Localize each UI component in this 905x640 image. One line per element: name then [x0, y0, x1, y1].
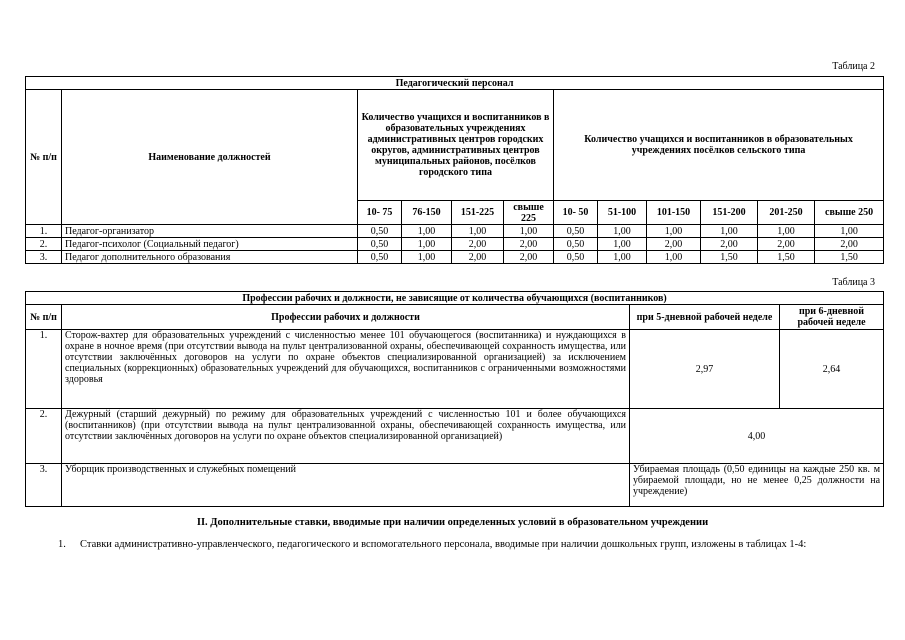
table3-caption: Таблица 3: [832, 277, 875, 288]
cell-value: 4,00: [630, 409, 884, 464]
cell-value: 0,50: [554, 251, 598, 264]
cell-value: 1,00: [598, 225, 647, 238]
row-name: Уборщик производственных и служебных помещений: [62, 464, 630, 507]
cell-value: 1,00: [647, 225, 701, 238]
cell-value: 1,00: [758, 225, 815, 238]
cell-value: 1,00: [504, 225, 554, 238]
table-row: [26, 251, 884, 264]
table-row: [26, 330, 884, 409]
table2-group1-header: Количество учащихся и воспитанников в образовательных учреждениях административных центров городских округов, административных центров муниципальных районов, посёлков городского типа: [358, 90, 554, 201]
table2-sub-header: свыше 250: [815, 201, 884, 225]
cell-value: 1,00: [647, 251, 701, 264]
cell-value: 0,50: [554, 238, 598, 251]
table3-title: Профессии рабочих и должности, не зависящие от количества обучающихся (воспитанников): [26, 292, 884, 305]
table2-col-num: № п/п: [26, 90, 62, 225]
cell-value: 0,50: [358, 238, 402, 251]
cell-value: 1,00: [598, 251, 647, 264]
cell-value: 1,00: [815, 225, 884, 238]
table3-col-num: № п/п: [26, 305, 62, 330]
cell-value: 2,00: [758, 238, 815, 251]
cell-value: Убираемая площадь (0,50 единицы на каждые 250 кв. м убираемой площади, но не менее 0,25 должности на учреждение): [630, 464, 884, 507]
cell-value: 2,00: [452, 238, 504, 251]
paragraph-text: Ставки административно-управленческого, педагогического и вспомогательного персонала, вводимые при наличии дошкольных групп, изложены в таблицах 1-4:: [80, 539, 807, 550]
row-num: 3.: [26, 251, 62, 264]
table2-sub-header: 101-150: [647, 201, 701, 225]
section-title: II. Дополнительные ставки, вводимые при наличии определенных условий в образовательном учреждении: [196, 517, 709, 528]
row-name: Педагог дополнительного образования: [62, 251, 358, 264]
cell-value: 1,50: [758, 251, 815, 264]
table2-sub-header: 201-250: [758, 201, 815, 225]
table2-caption: Таблица 2: [832, 61, 875, 72]
table3-col-5day: при 5-дневной рабочей неделе: [630, 305, 780, 330]
table2-sub-header: 151-200: [701, 201, 758, 225]
table-row: [26, 225, 884, 238]
cell-value: 0,50: [358, 251, 402, 264]
table2-sub-header: 10- 50: [554, 201, 598, 225]
cell-value: 2,00: [647, 238, 701, 251]
cell-value: 1,50: [701, 251, 758, 264]
cell-value: 1,00: [452, 225, 504, 238]
table-row: [26, 464, 884, 507]
table2-sub-header: свыше 225: [504, 201, 554, 225]
table2-title: Педагогический персонал: [26, 77, 884, 90]
cell-value: 1,00: [402, 238, 452, 251]
cell-value: 2,97: [630, 330, 780, 409]
cell-value: 1,50: [815, 251, 884, 264]
table2-group2-header: Количество учащихся и воспитанников в образовательных учреждениях посёлков сельского типа: [554, 90, 884, 201]
table3: [25, 291, 884, 507]
table3-col-name: Профессии рабочих и должности: [62, 305, 630, 330]
row-num: 1.: [26, 225, 62, 238]
table2-sub-header: 151-225: [452, 201, 504, 225]
cell-value: 2,00: [452, 251, 504, 264]
table-row: [26, 409, 884, 464]
table2-col-name: Наименование должностей: [62, 90, 358, 225]
cell-value: 1,00: [598, 238, 647, 251]
table-row: [26, 238, 884, 251]
cell-value: 1,00: [402, 251, 452, 264]
row-num: 3.: [26, 464, 62, 507]
table2-sub-header: 10- 75: [358, 201, 402, 225]
cell-value: 2,64: [780, 330, 884, 409]
row-name: Дежурный (старший дежурный) по режиму для образовательных учреждений с численностью 101 и более обучающихся (воспитанников) (при отсутствии вывода на пульт централизованной охраны, обеспечивающей сохранность имущества, или отсутствии заключённых договоров на услуги по охране объектов специализированной организацией): [62, 409, 630, 464]
cell-value: 2,00: [815, 238, 884, 251]
cell-value: 1,00: [701, 225, 758, 238]
table2-sub-header: 76-150: [402, 201, 452, 225]
cell-value: 1,00: [402, 225, 452, 238]
cell-value: 0,50: [554, 225, 598, 238]
row-num: 1.: [26, 330, 62, 409]
cell-value: 0,50: [358, 225, 402, 238]
paragraph: [58, 538, 875, 551]
table2: [25, 76, 884, 264]
row-num: 2.: [26, 409, 62, 464]
cell-value: 2,00: [504, 238, 554, 251]
row-name: Сторож-вахтер для образовательных учреждений с численностью менее 101 обучающегося (воспитанника) и нуждающихся в охране в ночное время (при отсутствии вывода на пульт централизованной охраны, обеспечивающей сохранность имущества, или отсутствии заключённых договоров на услуги по охране объектов специализированной организацией) за исключением специальных (коррекционных) образовательных учреждений для обучающихся, воспитанников с ограниченными возможностями здоровья: [62, 330, 630, 409]
row-num: 2.: [26, 238, 62, 251]
row-name: Педагог-организатор: [62, 225, 358, 238]
cell-value: 2,00: [701, 238, 758, 251]
table2-sub-header: 51-100: [598, 201, 647, 225]
paragraph-number: 1.: [58, 539, 66, 550]
row-name: Педагог-психолог (Социальный педагог): [62, 238, 358, 251]
cell-value: 2,00: [504, 251, 554, 264]
table3-col-6day: при 6-дневной рабочей неделе: [780, 305, 884, 330]
